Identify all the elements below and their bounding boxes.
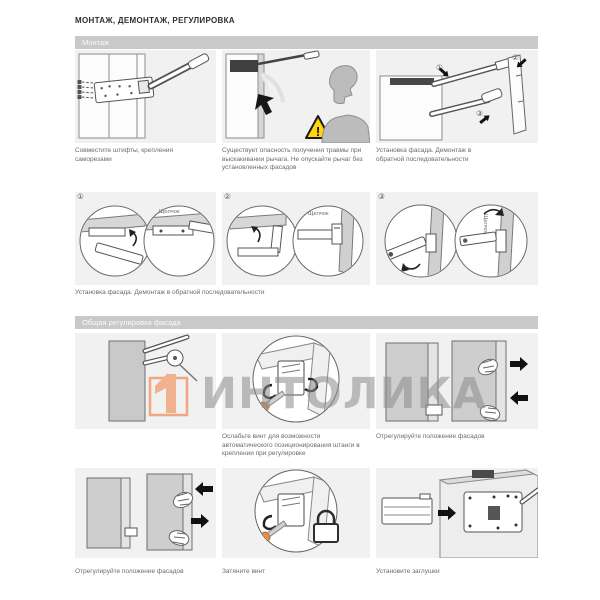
caption-injury-warning: Существует опасность получения травмы при выскакивании рычага. Не опускайте рычаг без установленных фасадов (222, 147, 363, 172)
step1-click-panel (75, 192, 216, 285)
cover-cap (382, 494, 432, 524)
cabinet (109, 341, 145, 421)
arrow-left-icon (195, 482, 213, 496)
page-title: МОНТАЖ, ДЕМОНТАЖ, РЕГУЛИРОВКА (75, 16, 235, 25)
step2-click-drawing (222, 192, 370, 285)
caption-front-install: Установка фасада. Демонтаж в обратной последовательности (376, 147, 472, 163)
watermark-text: ИНТОЛИКА (201, 369, 487, 419)
arrow-right-icon (510, 357, 528, 371)
illustration-front-install (376, 50, 538, 143)
step1-click-drawing (75, 192, 216, 285)
callout-2: ② (512, 53, 519, 62)
step3-click-panel (376, 192, 538, 285)
caption-tighten-screw: Затяните винт (222, 568, 266, 575)
illustration-align-pins (75, 50, 216, 143)
caption-adjust-fronts-1: Отрегулируйте положение фасадов (376, 433, 485, 440)
step1-click-label: Щелчок (159, 209, 180, 215)
callout-1: ① (436, 63, 443, 72)
illustration-adjust-fronts-2 (75, 468, 216, 558)
watermark-logo (147, 369, 195, 417)
illustration-install-caps (376, 468, 538, 558)
callout-3: ③ (476, 109, 483, 118)
illustration-tighten-screw (222, 468, 370, 558)
svg-text:!: ! (315, 124, 321, 139)
tighten-screw-drawing (222, 468, 370, 558)
illustration-injury-warning (222, 50, 370, 143)
align-pins-drawing (75, 50, 216, 143)
step2-number: ② (224, 192, 231, 201)
step3-number: ③ (378, 192, 385, 201)
step3-click-drawing (376, 192, 538, 285)
lift-arm (258, 55, 306, 64)
section-header-adjustment (75, 316, 538, 329)
section-header-montage (75, 36, 538, 49)
section-header-label: Общая регулировка фасада (82, 318, 181, 327)
install-caps-drawing (376, 468, 538, 558)
step3-click-label: Щелчок (482, 214, 488, 235)
adjust-fronts-drawing-2 (75, 468, 216, 558)
step2-click-panel (222, 192, 370, 285)
caption-install-caps: Установите заглушки (376, 568, 440, 575)
section-header-label: Монтаж (82, 38, 110, 47)
cabinet-left (87, 478, 125, 548)
caption-align-pins: Совместите штифты, крепления саморезами (75, 147, 173, 163)
mount-plate (230, 60, 258, 72)
step1-number: ① (77, 192, 84, 201)
caption-loosen-screw: Ослабьте винт для возможности автоматического позиционирования штанги в креплении при регулировке (222, 433, 360, 458)
arrow-left-icon (510, 391, 528, 405)
person-silhouette (322, 66, 370, 143)
caption-install-sequence: Установка фасада. Демонтаж в обратной последовательности (75, 289, 265, 296)
mount-plate (390, 78, 434, 85)
front-install-drawing (376, 50, 538, 143)
caption-adjust-fronts-2: Отрегулируйте положение фасадов (75, 568, 184, 575)
arrow-right-icon (191, 514, 209, 528)
injury-warning-drawing (222, 50, 370, 143)
step2-click-label: Щелчок (308, 211, 329, 217)
